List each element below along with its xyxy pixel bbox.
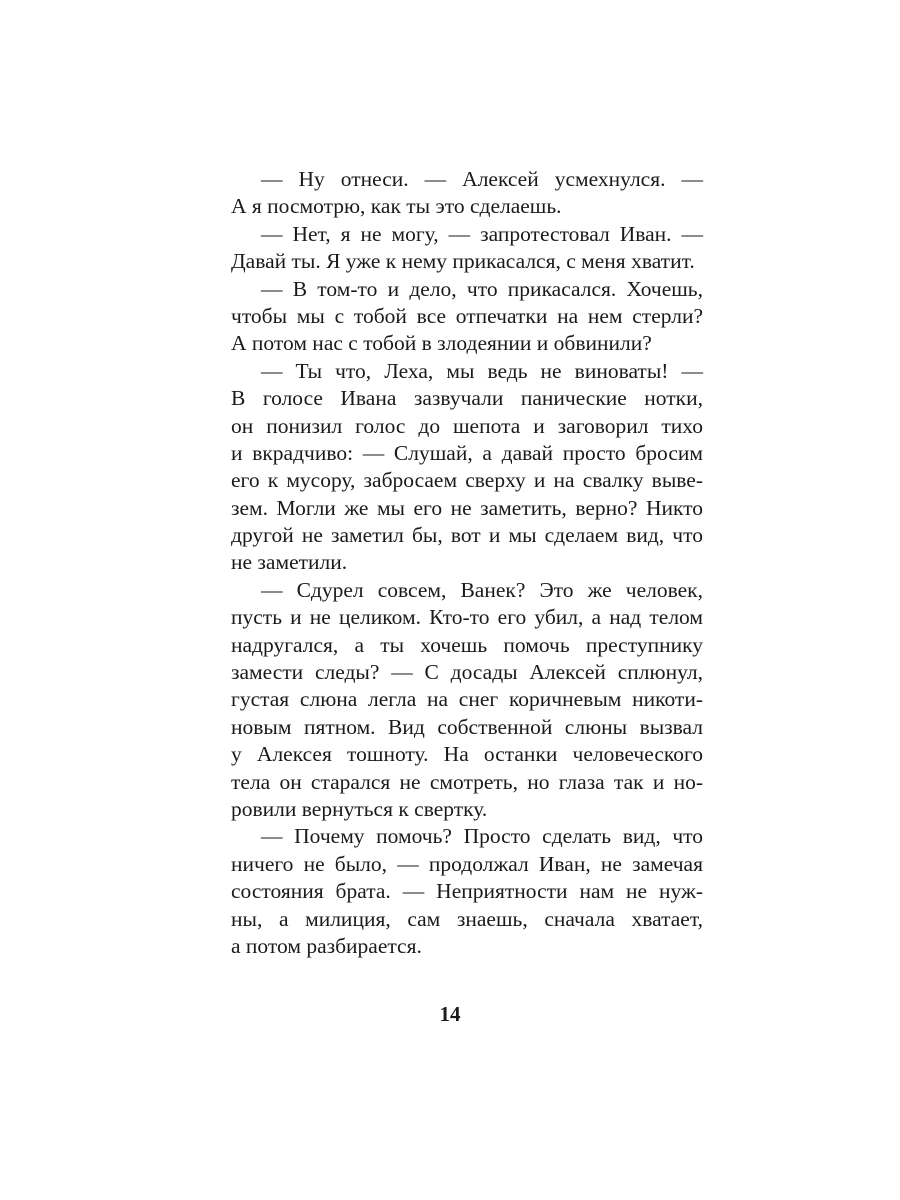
text-line: надругался, а ты хочешь помочь преступнику: [231, 632, 703, 657]
body-text: [231, 166, 703, 960]
text-line: густая слюна легла на снег коричневым никоти-: [231, 687, 703, 712]
text-line: — Нет, я не могу, — запротестовал Иван. —: [261, 221, 703, 246]
text-line: замести следы? — С досады Алексей сплюнул,: [231, 660, 703, 685]
text-line: ровили вернуться к свертку.: [231, 796, 488, 821]
page-number: 14: [439, 1002, 461, 1026]
paragraph: [231, 358, 703, 577]
text-line: пусть и не целиком. Кто-то его убил, а над телом: [231, 605, 703, 630]
paragraph: [231, 166, 703, 221]
paragraph: [231, 823, 703, 960]
text-line: он понизил голос до шепота и заговорил тихо: [231, 413, 703, 438]
text-line: тела он старался не смотреть, но глаза так и но-: [231, 769, 703, 794]
text-line: состояния брата. — Неприятности нам не нуж-: [231, 879, 703, 904]
text-line: не заметили.: [231, 550, 348, 575]
text-line: его к мусору, забросаем сверху и на свалку выве-: [231, 468, 703, 493]
text-line: Давай ты. Я уже к нему прикасался, с меня хватит.: [231, 249, 695, 274]
text-line: и вкрадчиво: — Слушай, а давай просто бросим: [231, 440, 703, 465]
text-line: чтобы мы с тобой все отпечатки на нем стерли?: [231, 303, 703, 328]
text-line: В голосе Ивана зазвучали панические нотки,: [231, 386, 703, 411]
text-line: А я посмотрю, как ты это сделаешь.: [231, 194, 562, 219]
paragraph: [231, 577, 703, 824]
text-line: — Ну отнеси. — Алексей усмехнулся. —: [261, 167, 703, 191]
text-line: — Сдурел совсем, Ванек? Это же человек,: [261, 577, 703, 602]
text-line: другой не заметил бы, вот и мы сделаем вид, что: [231, 523, 703, 548]
text-line: ны, а милиция, сам знаешь, сначала хватает,: [231, 906, 703, 931]
text-line: А потом нас с тобой в злодеянии и обвинили?: [231, 331, 652, 356]
paragraph: [231, 276, 703, 358]
paragraph: [231, 221, 703, 276]
text-line: у Алексея тошноту. На останки человеческого: [231, 742, 703, 767]
text-line: зем. Могли же мы его не заметить, верно? Никто: [231, 495, 703, 520]
text-line: — Ты что, Леха, мы ведь не виноваты! —: [261, 358, 703, 383]
text-line: новым пятном. Вид собственной слюны вызвал: [231, 714, 703, 739]
text-line: ничего не было, — продолжал Иван, не замечая: [231, 851, 703, 876]
text-line: — Почему помочь? Просто сделать вид, что: [261, 824, 703, 849]
text-line: а потом разбирается.: [231, 933, 422, 958]
text-line: — В том-то и дело, что прикасался. Хочешь,: [261, 276, 703, 301]
